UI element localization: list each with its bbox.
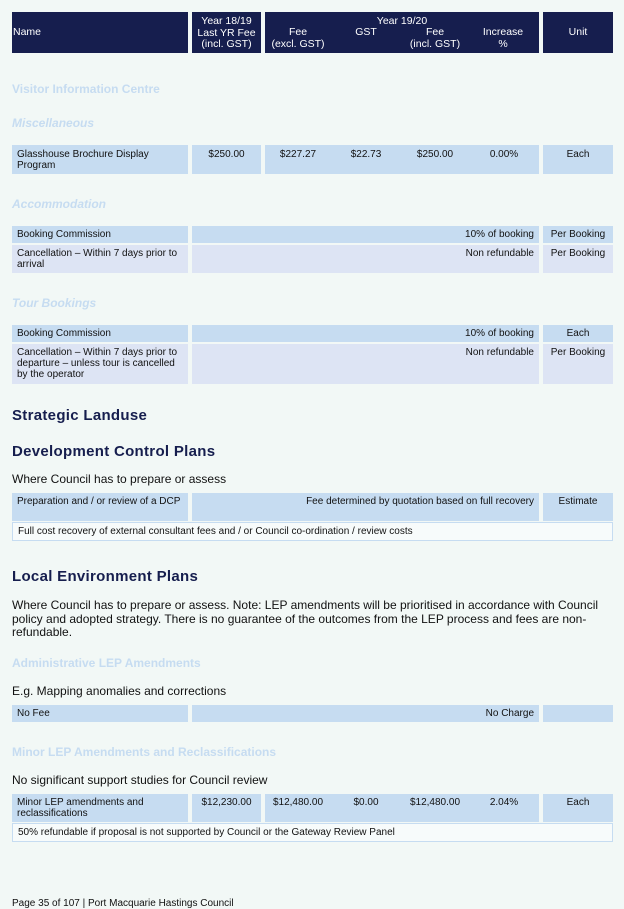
misc-row-name: Glasshouse Brochure Display Program [12,145,188,174]
header-name: Name [13,26,42,38]
accom-row-1-unit: Per Booking [543,226,613,243]
misc-row-fee-excl: $227.27 [279,149,317,160]
minor-lep-row-year-1920 [265,794,539,822]
subsection-tour-bookings: Tour Bookings [12,296,97,310]
subsection-accommodation: Accommodation [12,197,107,211]
misc-row-increase: 0.00% [489,149,519,160]
header-percent: % [498,37,508,50]
subsection-administrative-lep-amendments: Administrative LEP Amendments [12,656,201,670]
dcp-row-fee: Fee determined by quotation based on full recovery [192,493,539,521]
admin-lep-intro: E.g. Mapping anomalies and corrections [12,684,227,698]
admin-lep-row-name: No Fee [12,705,188,722]
header-fee: Fee [288,26,308,38]
dcp-intro: Where Council has to prepare or assess [12,472,227,486]
header-fee-incl: Fee [425,26,445,38]
header-incl-gst: (incl. GST) [201,38,252,50]
minor-lep-row-fee-incl: $12,480.00 [409,797,461,808]
section-visitor-information-centre: Visitor Information Centre [12,82,160,96]
tour-row-1-unit: Each [543,325,613,342]
page-footer: Page 35 of 107 | Port Macquarie Hastings Council [12,898,234,909]
heading-local-environment-plans: Local Environment Plans [12,568,199,585]
header-last-yr-fee: Last YR Fee [197,26,256,39]
minor-lep-row-unit: Each [543,794,613,822]
header-year-1920: Year 19/20 [376,15,428,27]
misc-row-last-yr: $250.00 [192,145,261,174]
accom-row-1-fee: 10% of booking [192,226,539,243]
header-last-year-cell [192,12,261,53]
dcp-note: Full cost recovery of external consultant fees and / or Council co-ordination / review costs [12,522,613,541]
misc-row-unit: Each [543,145,613,174]
tour-row-1-name: Booking Commission [12,325,188,342]
section-strategic-landuse: Strategic Landuse [12,407,148,424]
minor-lep-intro: No significant support studies for Council review [12,773,268,787]
header-year-1819: Year 18/19 [201,15,252,27]
misc-row-fee-incl: $250.00 [416,149,454,160]
subsection-minor-lep-amendments: Minor LEP Amendments and Reclassifications [12,745,277,759]
dcp-row-name: Preparation and / or review of a DCP [12,493,188,521]
heading-development-control-plans: Development Control Plans [12,443,216,460]
header-increase: Increase [482,26,524,38]
header-unit-cell [543,12,613,53]
header-incl-gst-2: (incl. GST) [409,37,461,50]
header-gst: GST [355,26,377,38]
subsection-miscellaneous: Miscellaneous [12,116,95,130]
minor-lep-row-increase: 2.04% [489,797,519,808]
tour-row-2-unit: Per Booking [543,344,613,384]
header-unit: Unit [568,26,588,38]
admin-lep-row-fee: No Charge [192,705,539,722]
dcp-row-unit: Estimate [543,493,613,521]
minor-lep-row-name: Minor LEP amendments and reclassifications [12,794,188,822]
accom-row-2-fee: Non refundable [192,245,539,273]
header-name-cell [12,12,188,53]
accom-row-2-unit: Per Booking [543,245,613,273]
admin-lep-row-unit [543,705,613,722]
minor-lep-row-fee-excl: $12,480.00 [272,797,324,808]
tour-row-2-name: Cancellation – Within 7 days prior to departure – unless tour is cancelled by the operator [12,344,188,384]
header-excl-gst: (excl. GST) [271,37,325,50]
lep-intro: Where Council has to prepare or assess. Note: LEP amendments will be prioritised in accordance with Council policy and adopted strategy. There is no guarantee of the outcomes from the LEP process and fees are non-refundable. [12,598,599,639]
misc-row-gst: $22.73 [350,149,382,160]
minor-lep-row-last-yr: $12,230.00 [192,794,261,822]
accom-row-1-name: Booking Commission [12,226,188,243]
tour-row-1-fee: 10% of booking [192,325,539,342]
minor-lep-row-gst: $0.00 [353,797,379,808]
misc-row-year-1920 [265,145,539,174]
minor-lep-note: 50% refundable if proposal is not supported by Council or the Gateway Review Panel [12,823,613,842]
accom-row-2-name: Cancellation – Within 7 days prior to arrival [12,245,188,273]
header-year-1920-cell [265,12,539,53]
tour-row-2-fee: Non refundable [192,344,539,384]
